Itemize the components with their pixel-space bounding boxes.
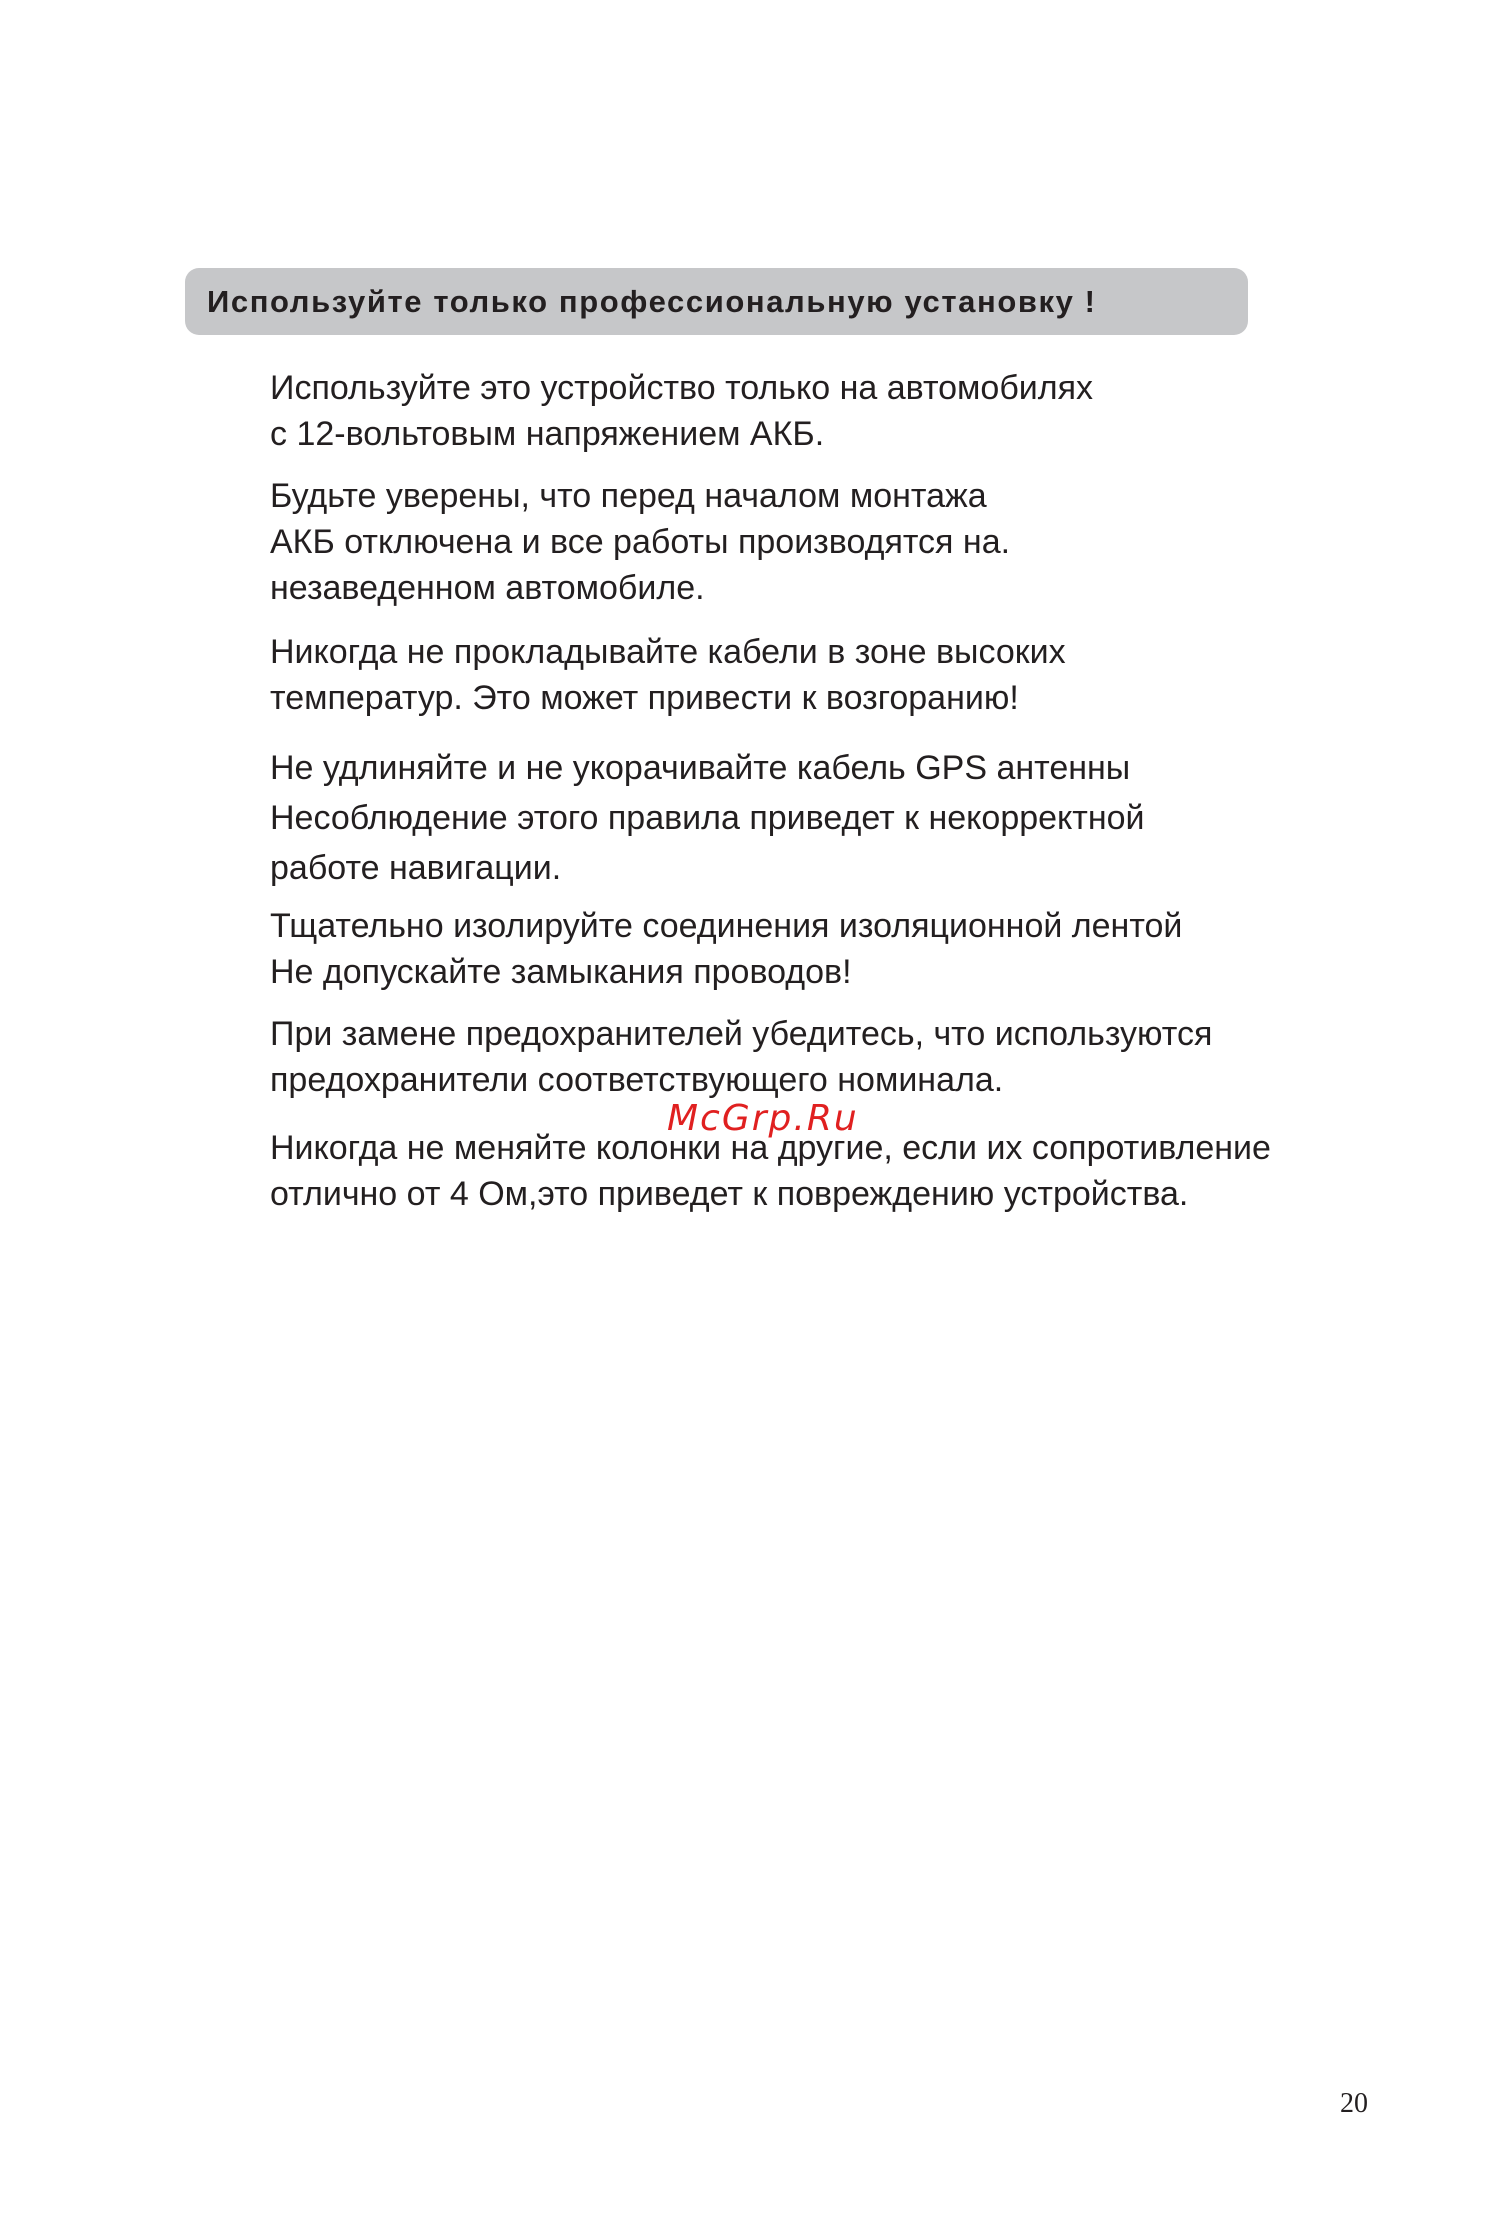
watermark: McGrp.Ru	[667, 1098, 859, 1139]
paragraph-line: температур. Это может привести к возгоранию!	[270, 679, 1019, 717]
section-header-title: Используйте только профессиональную установку !	[207, 283, 1097, 319]
paragraph-cable-heat	[270, 629, 1410, 721]
section-header-banner	[185, 268, 1248, 335]
paragraph-line: Не удлиняйте и не укорачивайте кабель GPS антенны	[270, 749, 1131, 787]
paragraph-insulation	[270, 903, 1410, 995]
paragraph-fuses	[270, 1011, 1410, 1103]
paragraph-line: Будьте уверены, что перед началом монтажа	[270, 477, 987, 515]
paragraph-line: АКБ отключена и все работы производятся на.	[270, 523, 1011, 561]
paragraph-line: Не допускайте замыкания проводов!	[270, 953, 852, 991]
paragraph-line: Никогда не прокладывайте кабели в зоне высоких	[270, 633, 1066, 671]
paragraph-line: работе навигации.	[270, 849, 562, 887]
paragraph-line: отлично от 4 Ом,это приведет к повреждению устройства.	[270, 1175, 1189, 1213]
paragraph-line: При замене предохранителей убедитесь, что используются	[270, 1015, 1213, 1053]
paragraph-line: Используйте это устройство только на автомобилях	[270, 369, 1094, 407]
paragraph-line: Несоблюдение этого правила приведет к некорректной	[270, 799, 1145, 837]
paragraph-battery-disconnect	[270, 473, 1410, 611]
paragraph-line: предохранители соответствующего номинала.	[270, 1061, 1004, 1099]
page-number: 20	[1340, 2088, 1368, 2119]
paragraph-voltage	[270, 365, 1410, 457]
paragraph-line: Тщательно изолируйте соединения изоляционной лентой	[270, 907, 1183, 945]
paragraph-line: Никогда не меняйте колонки на другие, если их сопротивление	[270, 1129, 1271, 1167]
paragraph-gps-cable	[270, 743, 1410, 893]
paragraph-line: с 12-вольтовым напряжением АКБ.	[270, 415, 825, 453]
instructions-body	[270, 365, 1410, 1217]
paragraph-line: незаведенном автомобиле.	[270, 569, 705, 607]
